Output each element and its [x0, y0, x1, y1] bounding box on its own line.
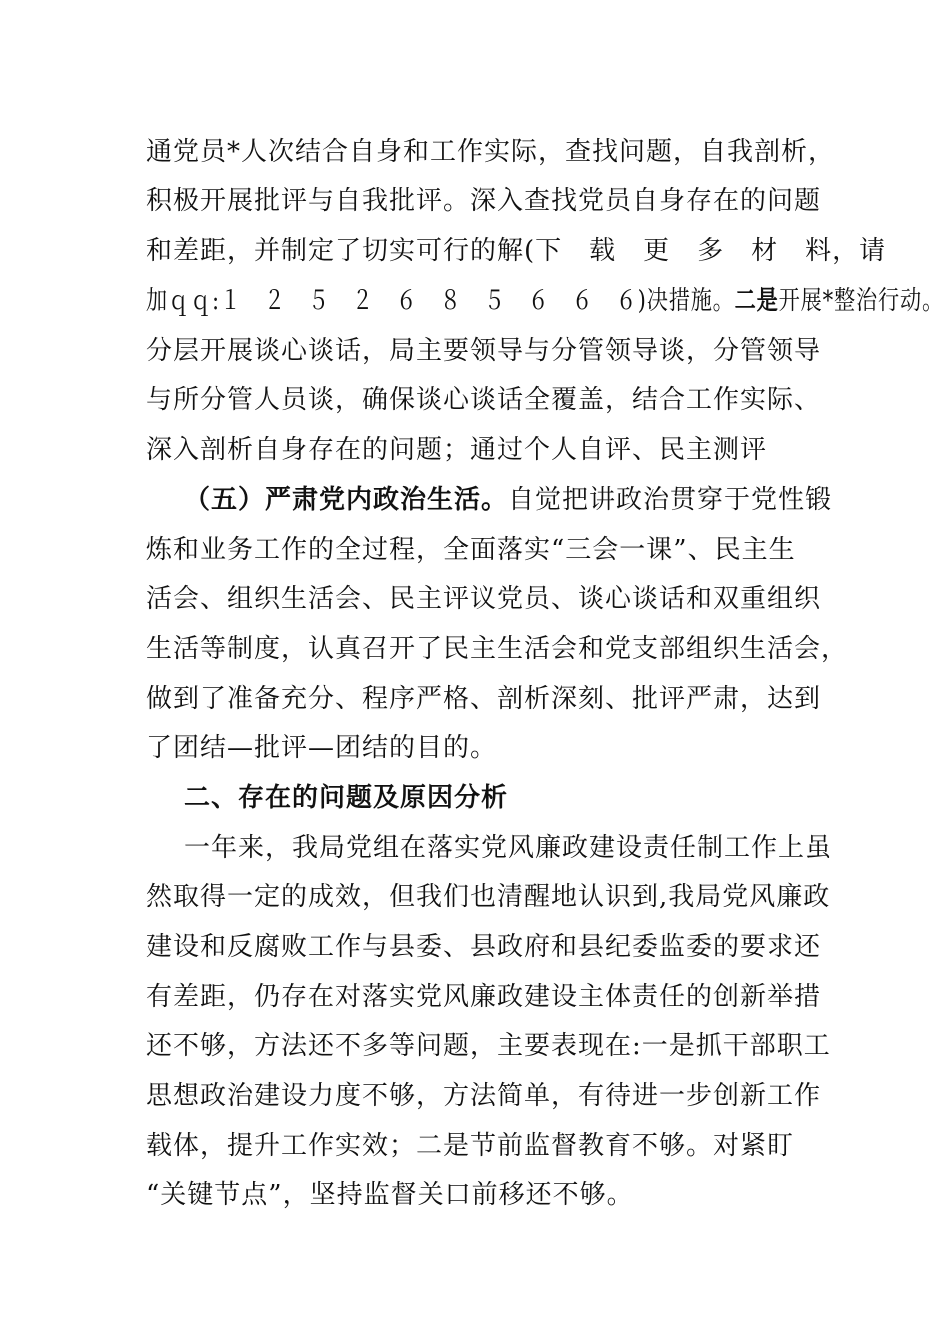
paragraph-line: 然取得一定的成效，但我们也清醒地认识到,我局党风廉政: [146, 882, 831, 912]
paragraph-line: 炼和业务工作的全过程，全面落实“三会一课”、民主生: [146, 535, 796, 565]
paragraph-line: 和差距，并制定了切实可行的解(下 载 更 多 材 料，请: [146, 236, 887, 266]
section-title: （五）严肃党内政治生活。: [184, 485, 509, 515]
paragraph-line: 做到了准备充分、程序严格、剖析深刻、批评严肃，达到: [146, 684, 822, 714]
paragraph-line: 载体，提升工作实效；二是节前监督教育不够。对紧盯: [146, 1131, 795, 1161]
paragraph-line: [184, 484, 832, 516]
paragraph-line: 生活等制度，认真召开了民主生活会和党支部组织生活会，: [146, 634, 849, 664]
line-text: 自觉把讲政治贯穿于党性锻: [508, 485, 833, 515]
paragraph-line: 通党员*人次结合自身和工作实际，查找问题，自我剖析，: [146, 137, 836, 167]
line-text: 开展*整治行动。: [778, 286, 944, 316]
paragraph-line: 还不够，方法还不多等问题，主要表现在:一是抓干部职工: [146, 1031, 831, 1061]
paragraph-line: 积极开展批评与自我批评。深入查找党员自身存在的问题: [146, 186, 822, 216]
paragraph-line: 思想政治建设力度不够，方法简单，有待进一步创新工作: [146, 1081, 822, 1111]
line-text: 加ｑｑ:１ ２ ５ ２ ６ ８ ５ ６ ６ ６)决措施。: [146, 286, 735, 316]
paragraph-line: 建设和反腐败工作与县委、县政府和县纪委监委的要求还: [146, 932, 822, 962]
paragraph-line: 深入剖析自身存在的问题；通过个人自评、民主测评: [146, 435, 768, 465]
paragraph-line: 分层开展谈心谈话，局主要领导与分管领导谈，分管领导: [146, 336, 822, 366]
bold-label: 二是: [734, 286, 779, 316]
paragraph-line: 了团结—批评—团结的目的。: [146, 733, 498, 763]
paragraph-line: 有差距，仍存在对落实党风廉政建设主体责任的创新举措: [146, 982, 822, 1012]
paragraph-line: 一年来，我局党组在落实党风廉政建设责任制工作上虽: [184, 833, 833, 863]
section-heading: 二、存在的问题及原因分析: [184, 783, 509, 813]
paragraph-line: 与所分管人员谈，确保谈心谈话全覆盖，结合工作实际、: [146, 385, 822, 415]
paragraph-line: “关键节点”，坚持监督关口前移还不够。: [146, 1180, 634, 1210]
paragraph-line: [146, 285, 944, 317]
paragraph-line: 活会、组织生活会、民主评议党员、谈心谈话和双重组织: [146, 584, 822, 614]
